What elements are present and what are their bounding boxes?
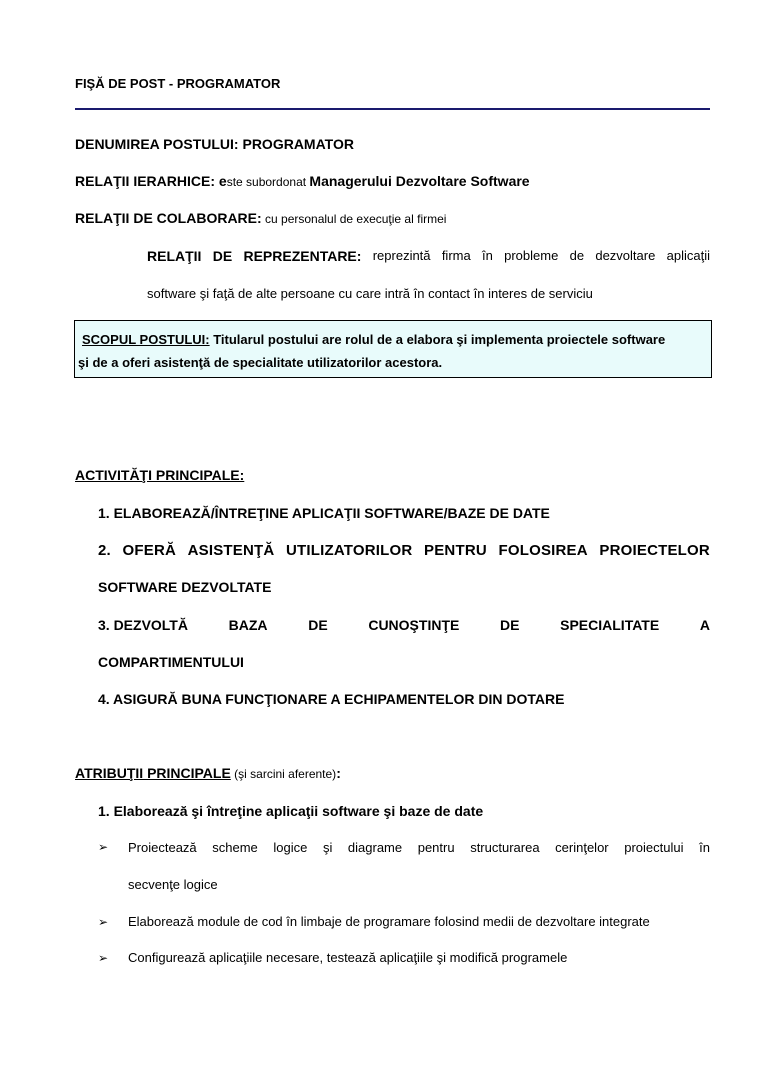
activity-word: UTILIZATORILOR bbox=[286, 542, 413, 559]
hierarchy-manager: Managerului Dezvoltare Software bbox=[309, 173, 530, 189]
attributions-title: ATRIBUŢII PRINCIPALE bbox=[75, 765, 231, 781]
bullet-3-text: Configurează aplicaţiile necesare, testează aplicaţiile şi modifică programele bbox=[128, 950, 568, 965]
activity-item-3-cont: COMPARTIMENTULUI bbox=[98, 654, 244, 670]
activity-item-2-cont: SOFTWARE DEZVOLTATE bbox=[98, 579, 272, 595]
arrow-bullet-icon: ➢ bbox=[98, 915, 109, 929]
bullet-2 bbox=[98, 914, 650, 929]
hierarchy-text: ste subordonat bbox=[226, 175, 310, 189]
scope-label: SCOPUL POSTULUI: bbox=[82, 332, 210, 347]
bullet-word: structurarea bbox=[470, 840, 540, 855]
activity-word: OFERĂ bbox=[122, 542, 177, 559]
arrow-bullet-icon: ➢ bbox=[98, 951, 109, 965]
job-name-line: DENUMIREA POSTULUI: PROGRAMATOR bbox=[75, 136, 354, 152]
rep-word: RELAŢII bbox=[147, 248, 202, 264]
activity-item-1: 1. ELABOREAZĂ/ÎNTREŢINE APLICAŢII SOFTWARE/BAZE DE DATE bbox=[98, 505, 550, 521]
attributions-note: (şi sarcini aferente) bbox=[230, 767, 337, 781]
activity-word: SPECIALITATE bbox=[560, 617, 660, 633]
rep-word: aplicaţii bbox=[666, 248, 710, 263]
rep-word: reprezintă bbox=[372, 248, 431, 263]
activity-word: 3. DEZVOLTĂ bbox=[98, 617, 188, 633]
rep-word: de bbox=[569, 248, 585, 263]
rep-word: în bbox=[481, 248, 493, 263]
bullet-word: în bbox=[699, 840, 710, 855]
document-title: FIŞĂ DE POST - PROGRAMATOR bbox=[75, 76, 281, 91]
hierarchy-label: RELAŢII IERARHICE: bbox=[75, 173, 219, 189]
scope-line1 bbox=[82, 332, 665, 347]
activity-word: BAZA bbox=[228, 617, 268, 633]
bullet-word: logice bbox=[273, 840, 308, 855]
bullet-1 bbox=[98, 840, 710, 855]
activity-word: ASISTENŢĂ bbox=[187, 542, 275, 559]
activity-item-3 bbox=[98, 617, 710, 633]
attribution-item-1: 1. Elaborează şi întreţine aplicaţii software şi baze de date bbox=[98, 803, 484, 819]
activity-word: CUNOŞTINŢE bbox=[368, 617, 460, 633]
rep-word: DE bbox=[212, 248, 233, 264]
activity-word: DE bbox=[500, 617, 520, 633]
bullet-word: cerinţelor bbox=[555, 840, 609, 855]
bullet-word: proiectului bbox=[624, 840, 684, 855]
bullet-word: Proiectează bbox=[128, 840, 197, 855]
scope-text1: Titularul postului are rolul de a elabora şi implementa proiectele software bbox=[209, 332, 666, 347]
collaboration-text: cu personalul de execuţie al firmei bbox=[261, 212, 447, 226]
rep-word: dezvoltare bbox=[595, 248, 656, 263]
collaboration-label: RELAŢII DE COLABORARE: bbox=[75, 210, 262, 226]
bullet-3 bbox=[98, 950, 567, 965]
bullet-1-cont: secvenţe logice bbox=[128, 877, 218, 892]
attributions-colon: : bbox=[336, 765, 341, 781]
arrow-bullet-icon: ➢ bbox=[98, 840, 109, 854]
bullet-word: scheme bbox=[212, 840, 258, 855]
activities-heading: ACTIVITĂŢI PRINCIPALE: bbox=[75, 467, 245, 483]
bullet-word: pentru bbox=[417, 840, 455, 855]
activity-word: DE bbox=[308, 617, 328, 633]
bullet-word: diagrame bbox=[347, 840, 403, 855]
activity-item-2 bbox=[98, 542, 710, 559]
hierarchy-prefix: e bbox=[218, 173, 227, 189]
activity-word: FOLOSIREA bbox=[498, 542, 588, 559]
rep-word: probleme bbox=[504, 248, 559, 263]
activity-word: A bbox=[699, 617, 710, 633]
representation-line2: software şi faţă de alte persoane cu care intră în contact în interes de serviciu bbox=[147, 286, 593, 301]
rep-word: firma bbox=[441, 248, 471, 263]
attributions-heading bbox=[75, 765, 341, 781]
bullet-2-text: Elaborează module de cod în limbaje de programare folosind medii de dezvoltare integrate bbox=[128, 914, 650, 929]
collaboration-line bbox=[75, 210, 446, 226]
representation-line1 bbox=[147, 248, 710, 264]
bullet-word: şi bbox=[322, 840, 333, 855]
rep-word: REPREZENTARE: bbox=[243, 248, 362, 264]
title-divider bbox=[75, 108, 710, 110]
hierarchy-line bbox=[75, 173, 530, 189]
scope-line2: şi de a oferi asistenţă de specialitate utilizatorilor acestora. bbox=[78, 355, 443, 370]
activity-word: PENTRU bbox=[424, 542, 487, 559]
activity-word: 2. bbox=[98, 542, 111, 559]
activity-item-4: 4. ASIGURĂ BUNA FUNCŢIONARE A ECHIPAMENTELOR DIN DOTARE bbox=[98, 691, 565, 707]
activity-word: PROIECTELOR bbox=[599, 542, 710, 559]
